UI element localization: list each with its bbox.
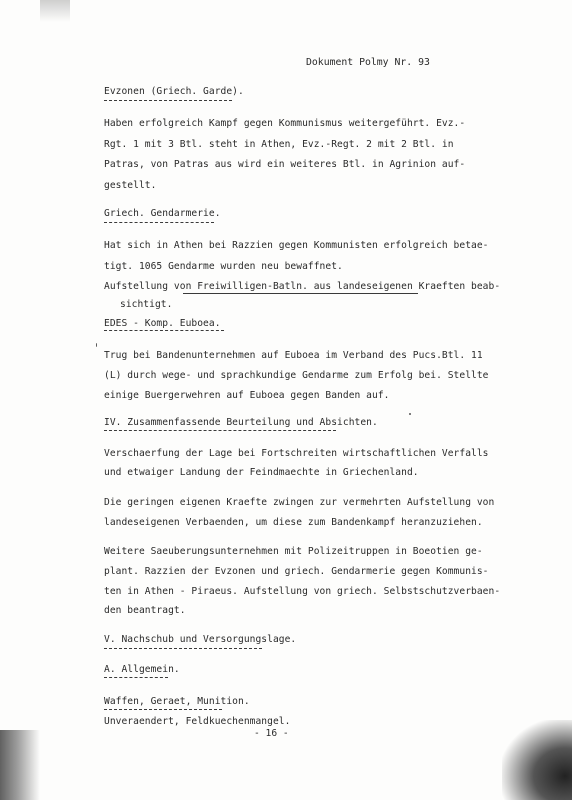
- heading-rule: [104, 222, 214, 223]
- heading-rule: [104, 677, 168, 678]
- text-line: sichtigt.: [120, 299, 173, 310]
- text-line: gestellt.: [104, 180, 157, 191]
- text-line: Weitere Saeuberungsunternehmen mit Polizeitruppen in Boeotien ge-: [104, 546, 483, 557]
- text-line: Verschaerfung der Lage bei Fortschreiten wirtschaftlichen Verfalls: [104, 448, 489, 459]
- heading-rule: [104, 709, 222, 710]
- section-heading-beurteilung: IV. Zusammenfassende Beurteilung und Absichten.: [104, 417, 378, 428]
- text-line: einige Buergerwehren auf Euboea gegen Banden auf.: [104, 390, 390, 401]
- text-line: Haben erfolgreich Kampf gegen Kommunismus weitergeführt. Evz.-: [104, 118, 466, 129]
- scan-speck: [409, 413, 411, 415]
- text-line: Trug bei Bandenunternehmen auf Euboea im Verband des Pucs.Btl. 11: [104, 350, 483, 361]
- text-line: Patras, von Patras aus wird ein weiteres Btl. in Agrinion auf-: [104, 159, 466, 170]
- heading-rule: [104, 100, 232, 101]
- sub-sub-heading-waffen: Waffen, Geraet, Munition.: [104, 696, 250, 707]
- text-line: Die geringen eigenen Kraefte zwingen zur vermehrten Aufstellung von: [104, 497, 495, 508]
- heading-rule: [104, 648, 262, 649]
- section-heading-nachschub: V. Nachschub und Versorgungslage.: [104, 634, 297, 645]
- sub-heading-allgemein: A. Allgemein.: [104, 664, 180, 675]
- scan-speck: [96, 343, 97, 347]
- scan-shadow-bottom-right: [502, 720, 572, 800]
- text-line: plant. Razzien der Evzonen und griech. Gendarmerie gegen Kommunis-: [104, 566, 489, 577]
- text-line: landeseigenen Verbaenden, um diese zum Bandenkampf heranzuziehen.: [104, 517, 483, 528]
- scan-shadow-bottom-left: [0, 730, 40, 800]
- section-heading-evzonen: Evzonen (Griech. Garde).: [104, 86, 244, 97]
- text-line: Unveraendert, Feldkuechenmangel.: [104, 716, 291, 727]
- page-number: - 16 -: [254, 728, 289, 739]
- scan-shadow-top: [40, 0, 70, 22]
- text-line: Aufstellung von Freiwilligen-Batln. aus landeseigenen Kraeften beab-: [104, 281, 501, 292]
- text-line: ten in Athen - Piraeus. Aufstellung von griech. Selbstschutzverbaen-: [104, 586, 501, 597]
- text-line: Rgt. 1 mit 3 Btl. steht in Athen, Evz.-Regt. 2 mit 2 Btl. in: [104, 139, 454, 150]
- heading-rule: [104, 430, 336, 431]
- section-heading-edes: EDES - Komp. Euboea.: [104, 318, 221, 329]
- text-line: (L) durch wege- und sprachkundige Gendarme zum Erfolg bei. Stellte: [104, 370, 489, 381]
- text-underline: [183, 293, 418, 294]
- text-line: und etwaiger Landung der Feindmaechte in Griechenland.: [104, 467, 419, 478]
- text-line: tigt. 1065 Gendarme wurden neu bewaffnet.: [104, 261, 343, 272]
- document-header: Dokument Polmy Nr. 93: [306, 57, 430, 68]
- text-line: den beantragt.: [104, 605, 186, 616]
- heading-rule: [104, 330, 224, 331]
- text-line: Hat sich in Athen bei Razzien gegen Kommunisten erfolgreich betae-: [104, 240, 489, 251]
- section-heading-gendarmerie: Griech. Gendarmerie.: [104, 208, 221, 219]
